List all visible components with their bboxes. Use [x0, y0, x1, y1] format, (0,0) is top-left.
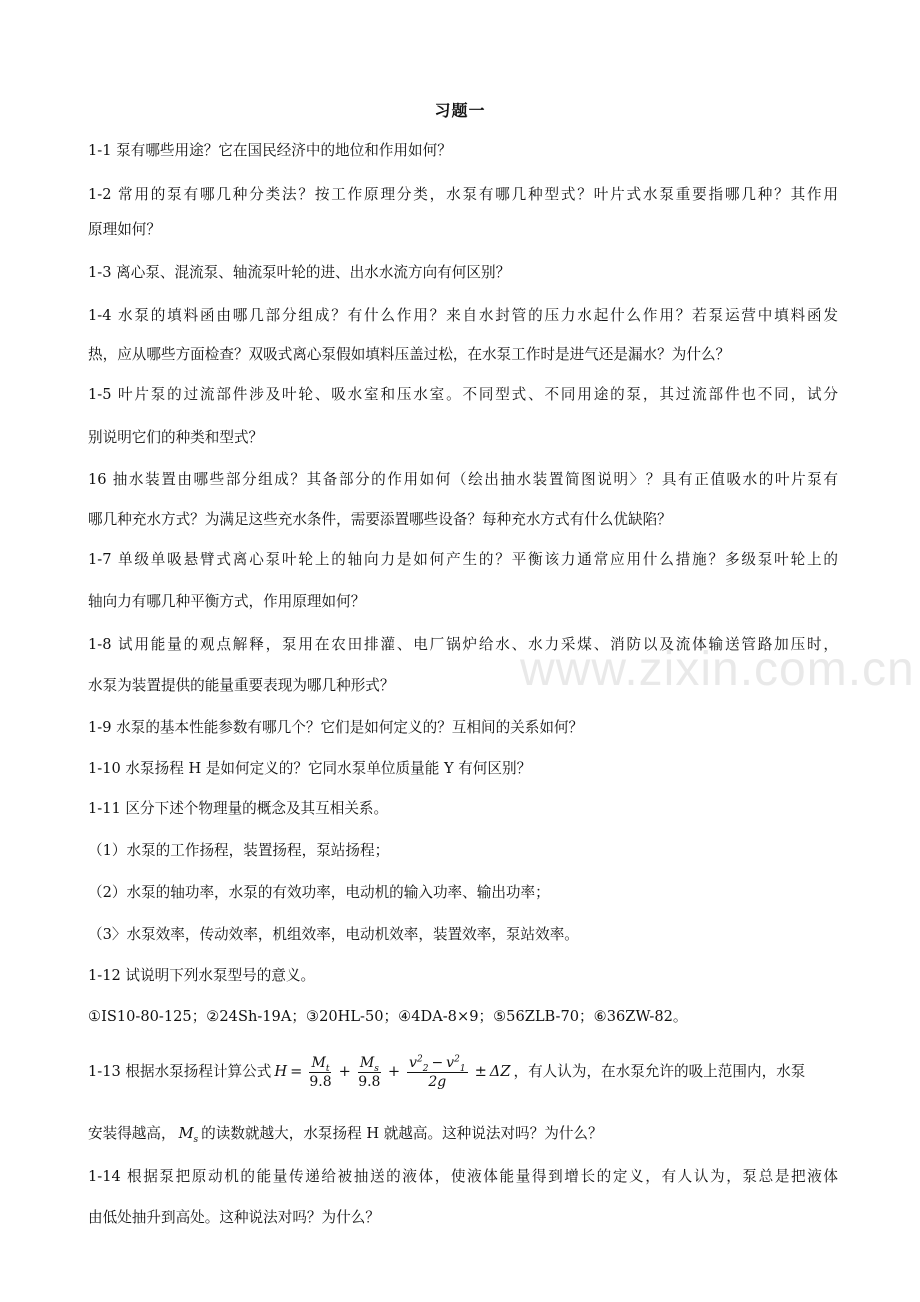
ms-subscript: s: [193, 1134, 199, 1145]
velocity-1-power: 2: [454, 1053, 460, 1064]
question-1-13-line-2: [88, 1124, 838, 1144]
term-1-denominator: 9.8: [309, 1073, 332, 1090]
question-1-8-line-1: 1-8 试用能量的观点解释，泵用在农田排灌、电厂锅炉给水、水力采煤、消防以及流体输送管路加压时，: [88, 636, 838, 653]
formula-plus-2: +: [387, 1063, 401, 1080]
question-1-1: 1-1 泵有哪些用途？它在国民经济中的地位和作用如何？: [88, 142, 452, 159]
formula-delta-z: ΔZ: [489, 1063, 511, 1080]
term-2-denominator: 9.8: [358, 1073, 381, 1090]
question-1-6-line-2: 哪几种充水方式？为满足这些充水条件，需要添置哪些设备？每种充水方式有什么优缺陷？: [88, 511, 672, 528]
question-1-5-line-2: 别说明它们的种类和型式？: [88, 429, 264, 446]
question-1-7-line-1: 1-7 单级单吸悬臂式离心泵叶轮上的轴向力是如何产生的？平衡该力通常应用什么措施？多级泵叶轮上的: [88, 551, 838, 568]
question-1-11-item-2: （2）水泵的轴功率，水泵的有效功率，电动机的输入功率、输出功率；: [88, 884, 550, 901]
formula-followup-text: ，有人认为，在水泵允许的吸上范围内，水泵: [513, 1063, 806, 1080]
term-3-minus: −: [431, 1054, 444, 1071]
term-1-subscript: t: [325, 1063, 330, 1074]
formula-term-2: [358, 1054, 381, 1091]
question-1-13-line-1: [88, 1052, 838, 1092]
question-1-7-line-2: 轴向力有哪几种平衡方式，作用原理如何？: [88, 593, 366, 610]
question-1-4-line-2: 热，应从哪些方面检查？双吸式离心泵假如填料压盖过松，在水泵工作时是进气还是漏水？为什么？: [88, 346, 731, 363]
page-title: 习题一: [434, 101, 486, 120]
question-1-6-line-1: 16 抽水装置由哪些部分组成？其备部分的作用如何（绘出抽水装置简图说明〉？具有正值吸水的叶片泵有: [88, 471, 838, 488]
question-1-5-line-1: 1-5 叶片泵的过流部件涉及叶轮、吸水室和压水室。不同型式、不同用途的泵，其过流部件也不同，试分: [88, 386, 838, 403]
formula-intro-text: 1-13 根据水泵扬程计算公式: [88, 1063, 272, 1080]
question-1-2-line-1: 1-2 常用的泵有哪几种分类法？按工作原理分类，水泵有哪几种型式？叶片式水泵重要指哪几种？其作用: [88, 186, 838, 203]
question-1-2-line-2: 原理如何？: [88, 221, 161, 238]
question-1-4-line-1: 1-4 水泵的填料函由哪几部分组成？有什么作用？来自水封管的压力水起什么作用？若泵运营中填料函发: [88, 307, 838, 324]
formula-term-1: [309, 1054, 331, 1091]
term-2-subscript: s: [374, 1063, 379, 1074]
question-1-11: 1-11 区分下述个物理量的概念及其互相关系。: [88, 800, 389, 817]
question-1-13-suffix: 的读数就越大，水泵扬程 H 就越高。这种说法对吗？为什么？: [201, 1125, 603, 1142]
formula-equals: =: [290, 1063, 303, 1080]
ms-letter: M: [178, 1125, 194, 1142]
formula-plus-1: +: [338, 1063, 351, 1080]
question-1-14-line-2: 由低处抽升到高处。这种说法对吗？为什么？: [88, 1209, 380, 1226]
question-1-3: 1-3 离心泵、混流泵、轴流泵叶轮的进、出水水流方向有何区别？: [88, 264, 511, 281]
question-1-11-item-3: （3〉水泵效率，传动效率，机组效率，电动机效率，装置效率，泵站效率。: [88, 926, 579, 943]
term-2-numerator: M: [359, 1054, 375, 1071]
question-1-9: 1-9 水泵的基本性能参数有哪几个？它们是如何定义的？互相间的关系如何？: [88, 719, 584, 736]
velocity-2-subscript: 2: [422, 1063, 429, 1074]
term-3-denominator: 2g: [428, 1073, 447, 1090]
watermark: www.zixin.com.cn: [520, 643, 915, 696]
formula-lhs: H: [274, 1063, 288, 1080]
question-1-10: 1-10 水泵扬程 H 是如何定义的？它同水泵单位质量能 Y 有何区别？: [88, 760, 532, 777]
velocity-2-power: 2: [416, 1053, 423, 1064]
question-1-8-line-2: 水泵为装置提供的能量重要表现为哪几种形式？: [88, 677, 395, 694]
pump-model-list: ①IS10-80-125；②24Sh-19A；③20HL-50；④4DA-8×9；⑤56ZLB-70；⑥36ZW-82。: [88, 1008, 688, 1025]
ms-symbol: [178, 1125, 199, 1145]
velocity-2: v: [409, 1054, 417, 1071]
formula-term-3: [407, 1054, 468, 1091]
question-1-11-item-1: （1）水泵的工作扬程，装置扬程，泵站扬程；: [88, 842, 390, 859]
question-1-12: 1-12 试说明下列水泵型号的意义。: [88, 967, 316, 984]
question-1-13-prefix: 安装得越高，: [88, 1125, 176, 1142]
question-1-14-line-1: 1-14 根据泵把原动机的能量传递给被抽送的液体，使液体能量得到增长的定义，有人认为，泵总是把液体: [88, 1168, 838, 1185]
formula-plus-minus: ±: [474, 1063, 487, 1080]
head-formula: [274, 1052, 510, 1092]
velocity-1: v: [446, 1054, 455, 1071]
velocity-1-subscript: 1: [459, 1063, 466, 1074]
term-1-numerator: M: [311, 1054, 326, 1071]
